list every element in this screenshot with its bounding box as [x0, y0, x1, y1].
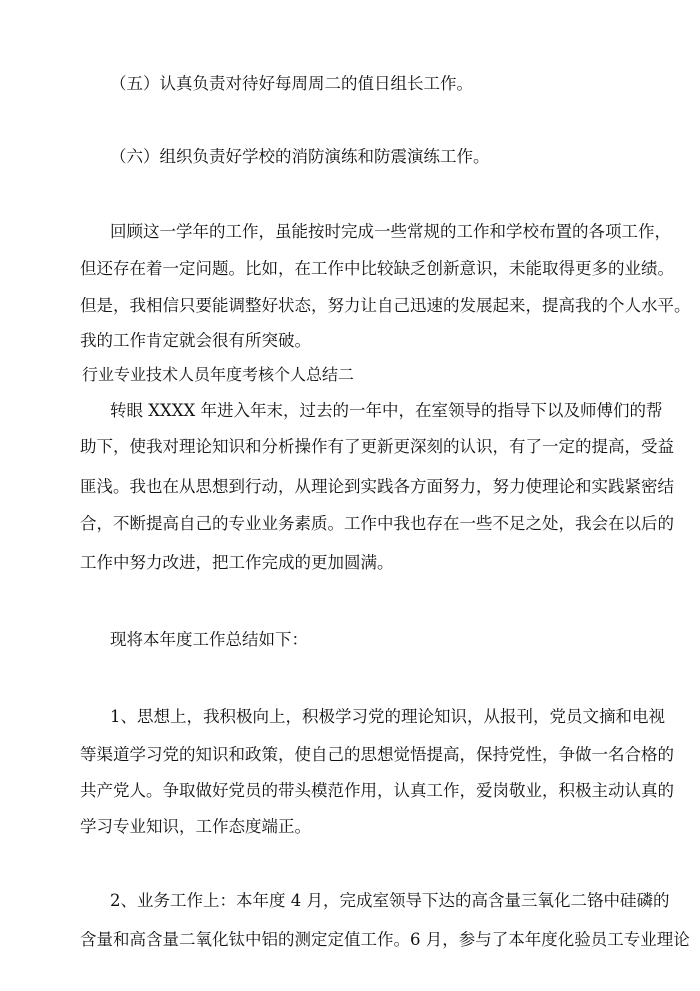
item-five: （五）认真负责对待好每周周二的值日组长工作。 — [110, 74, 473, 93]
point1-line-4: 学习专业知识，工作态度端正。 — [80, 817, 311, 836]
point1-line-1: 1、思想上，我积极向上，积极学习党的理论知识，从报刊，党员文摘和电视 — [110, 707, 665, 726]
point2-line-1: 2、业务工作上：本年度 4 月，完成室领导下达的高含量三氧化二铬中硅磷的 — [110, 891, 670, 910]
review-line-4: 我的工作肯定就会很有所突破。 — [80, 331, 311, 350]
intro-line-1: 转眼 XXXX 年进入年末，过去的一年中，在室领导的指导下以及师傅们的帮 — [110, 401, 663, 420]
review-line-1: 回顾这一学年的工作，虽能按时完成一些常规的工作和学校布置的各项工作， — [110, 222, 671, 241]
item-six: （六）组织负责好学校的消防演练和防震演练工作。 — [110, 147, 490, 166]
section-title: 行业专业技术人员年度考核个人总结二 — [82, 365, 355, 384]
intro-line-2: 助下，使我对理论知识和分析操作有了更新更深刻的认识，有了一定的提高，受益 — [80, 437, 674, 456]
point2-line-2: 含量和高含量二氧化钛中铝的测定定值工作。6 月，参与了本年度化验员工专业理论 — [80, 930, 690, 949]
review-line-2: 但还存在着一定问题。比如，在工作中比较缺乏创新意识，未能取得更多的业绩。 — [80, 259, 674, 278]
review-line-3: 但是，我相信只要能调整好状态，努力让自己迅速的发展起来，提高我的个人水平。 — [80, 296, 691, 315]
point1-line-3: 共产党人。争取做好党员的带头模范作用，认真工作，爱岗敬业，积极主动认真的 — [80, 781, 674, 800]
summary-lead: 现将本年度工作总结如下： — [110, 630, 308, 649]
intro-line-3: 匪浅。我也在从思想到行动，从理论到实践各方面努力，努力使理论和实践紧密结 — [80, 477, 674, 496]
intro-line-4: 合，不断提高自己的专业业务素质。工作中我也存在一些不足之处，我会在以后的 — [80, 514, 674, 533]
intro-line-5: 工作中努力改进，把工作完成的更加圆满。 — [80, 553, 394, 572]
point1-line-2: 等渠道学习党的知识和政策，使自己的思想觉悟提高，保持党性，争做一名合格的 — [80, 745, 674, 764]
